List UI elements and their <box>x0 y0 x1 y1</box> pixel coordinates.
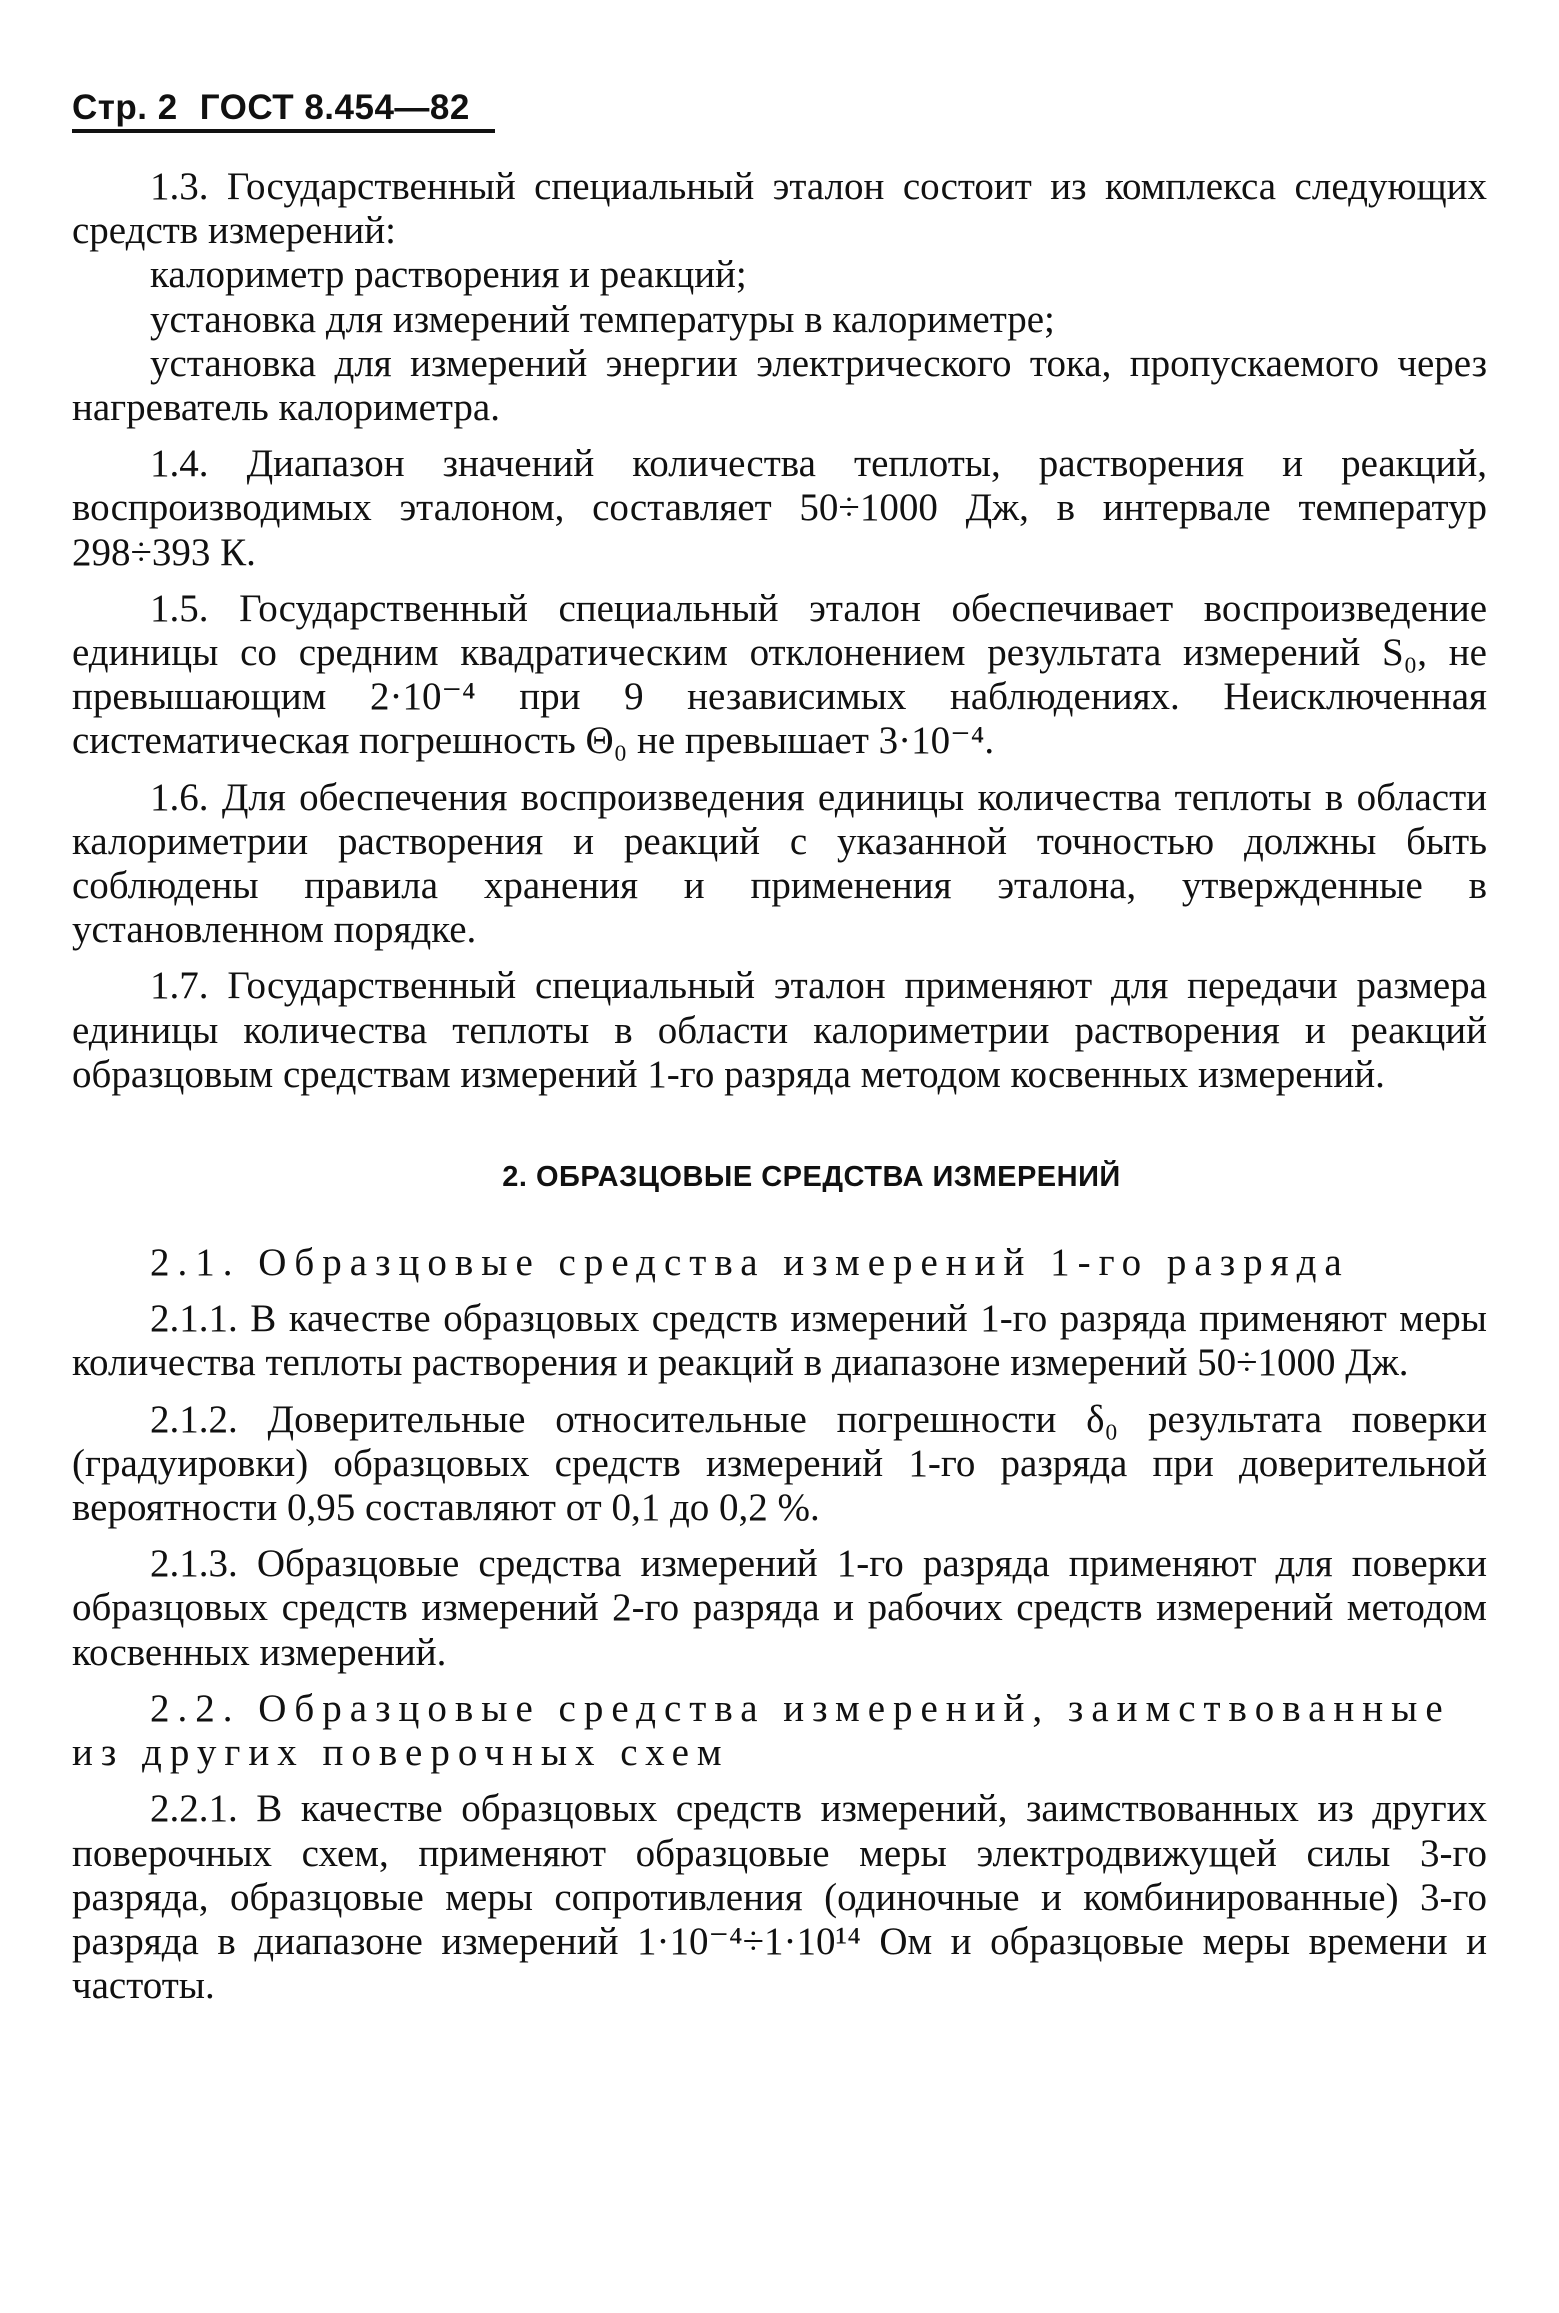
paragraph-2-1-1: 2.1.1. В качестве образцовых средств измерений 1-го разряда применяют меры количества теплоты растворения и реакций в диапазоне измерений 50÷1000 Дж. <box>72 1297 1487 1385</box>
paragraph-1-7: 1.7. Государственный специальный эталон применяют для передачи размера единицы количества теплоты в области калориметрии растворения и реакций образцовым средствам измерений 1-го разряда методом косвенных измерений. <box>72 964 1487 1096</box>
paragraph-gap <box>72 430 1487 442</box>
paragraph-1-4: 1.4. Диапазон значений количества теплоты, растворения и реакций, воспроизводимых эталоном, составляет 50÷1000 Дж, в интервале температур 298÷393 К. <box>72 442 1487 574</box>
list-item-temperature-setup: установка для измерений температуры в калориметре; <box>150 297 1055 341</box>
paragraph-gap <box>72 1775 1487 1787</box>
paragraph-2-2-1: 2.2.1. В качестве образцовых средств измерений, заимствованных из других поверочных схем, применяют образцовые меры электродвижущей силы 3-го разряда, образцовые меры сопротивления (одиночные и комбинированные) 3-го разряда в диапазоне измерений 1·10⁻⁴÷1·10¹⁴ Ом и образцовые меры времени и частоты. <box>72 1787 1487 2008</box>
paragraph-2-1-3: 2.1.3. Образцовые средства измерений 1-го разряда применяют для поверки образцовых средств измерений 2-го разряда и рабочих средств измерений методом косвенных измерений. <box>72 1542 1487 1674</box>
paragraph-1-5: 1.5. Государственный специальный эталон обеспечивает воспроизведение единицы со средним квадратическим отклонением результата измерений S₀, не превышающим 2·10⁻⁴ при 9 независимых наблюдениях. Неисключенная систематическая погрешность Θ₀ не превышает 3·10⁻⁴. <box>72 586 1487 763</box>
paragraph-2-1-2: 2.1.2. Доверительные относительные погрешности δ₀ результата поверки (градуировки) образцовых средств измерений 1-го разряда при доверительной вероятности 0,95 составляют от 0,1 до 0,2 %. <box>72 1397 1487 1530</box>
paragraph-gap <box>72 1530 1487 1542</box>
page-number: Стр. 2 <box>72 88 178 127</box>
paragraph-gap <box>72 1386 1487 1398</box>
paragraph-1-3: 1.3. Государственный специальный эталон состоит из комплекса следующих средств измерений: <box>72 165 1487 253</box>
paragraph-gap <box>72 1675 1487 1687</box>
standard-number: ГОСТ 8.454—82 <box>199 88 470 127</box>
paragraph-gap <box>72 1285 1487 1297</box>
subsection-2-1-title: 2.1. Образцовые средства измерений 1-го разряда <box>150 1241 1350 1285</box>
section-2-title: 2. ОБРАЗЦОВЫЕ СРЕДСТВА ИЗМЕРЕНИЙ <box>502 1161 1121 1194</box>
page-header <box>72 72 470 128</box>
list-item-calorimeter: калориметр растворения и реакций; <box>150 253 747 297</box>
paragraph-gap <box>72 575 1487 587</box>
subsection-2-2-title: 2.2. Образцовые средства измерений, заимствованные из других поверочных схем <box>72 1686 1451 1775</box>
list-item-electrical-energy-setup: установка для измерений энергии электрического тока, пропускаемого через нагреватель калориметра. <box>72 341 1487 430</box>
header-rule <box>72 129 495 133</box>
paragraph-gap <box>72 952 1487 964</box>
document-body <box>72 165 1487 2008</box>
paragraph-gap <box>72 764 1487 776</box>
paragraph-1-6: 1.6. Для обеспечения воспроизведения единицы количества теплоты в области калориметрии растворения и реакций с указанной точностью должны быть соблюдены правила хранения и применения эталона, утвержденные в установленном порядке. <box>72 775 1487 952</box>
document-page <box>72 0 1487 2313</box>
